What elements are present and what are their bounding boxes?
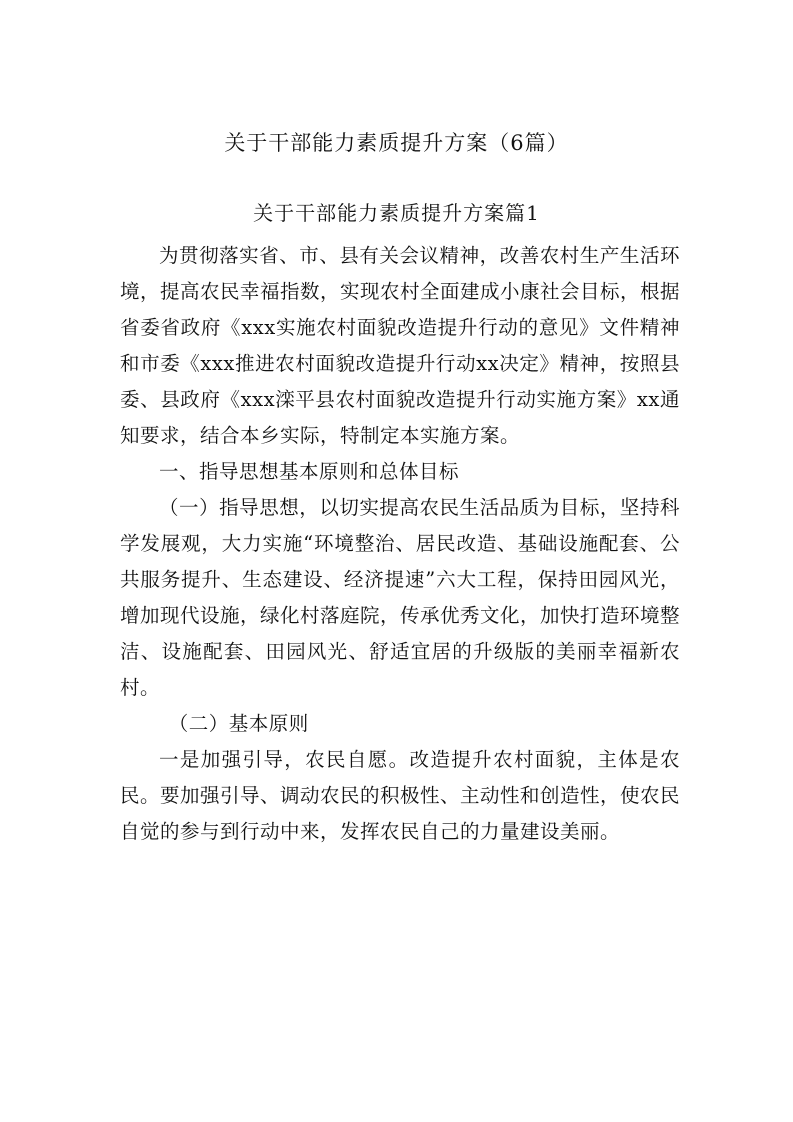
section-title: 关于干部能力素质提升方案篇1 xyxy=(253,201,540,225)
paragraph-guiding-ideology: （一）指导思想，以切实提高农民生活品质为目标，坚持科学发展观，大力实施“环境整治、居民改造、基础设施配套、公共服务提升、生态建设、经济提速”六大工程，保持田园风光，增加现代设施，绿化村落庭院，传承优秀文化，加快打造环境整洁、设施配套、田园风光、舒适宜居的升级版的美丽幸福新农村。 xyxy=(120,496,681,699)
paragraph-intro: 为贯彻落实省、市、县有关会议精神，改善农村生产生活环境，提高农民幸福指数，实现农村全面建成小康社会目标，根据省委省政府《xxx实施农村面貌改造提升行动的意见》文件精神和市委《xxx推进农村面貌改造提升行动xx决定》精神，按照县委、县政府《xxx滦平县农村面貌改造提升行动实施方案》xx通知要求，结合本乡实际，特制定本实施方案。 xyxy=(120,244,681,447)
document-title: 关于干部能力素质提升方案（6篇） xyxy=(224,131,569,155)
document-body xyxy=(120,238,680,850)
heading-guiding-principles: 一、指导思想基本原则和总体目标 xyxy=(159,460,460,483)
heading-basic-principles: （二）基本原则 xyxy=(168,712,309,735)
paragraph-principle-one: 一是加强引导，农民自愿。改造提升农村面貌，主体是农民。要加强引导、调动农民的积极性、主动性和创造性，使农民自觉的参与到行动中来，发挥农民自己的力量建设美丽。 xyxy=(120,748,681,843)
